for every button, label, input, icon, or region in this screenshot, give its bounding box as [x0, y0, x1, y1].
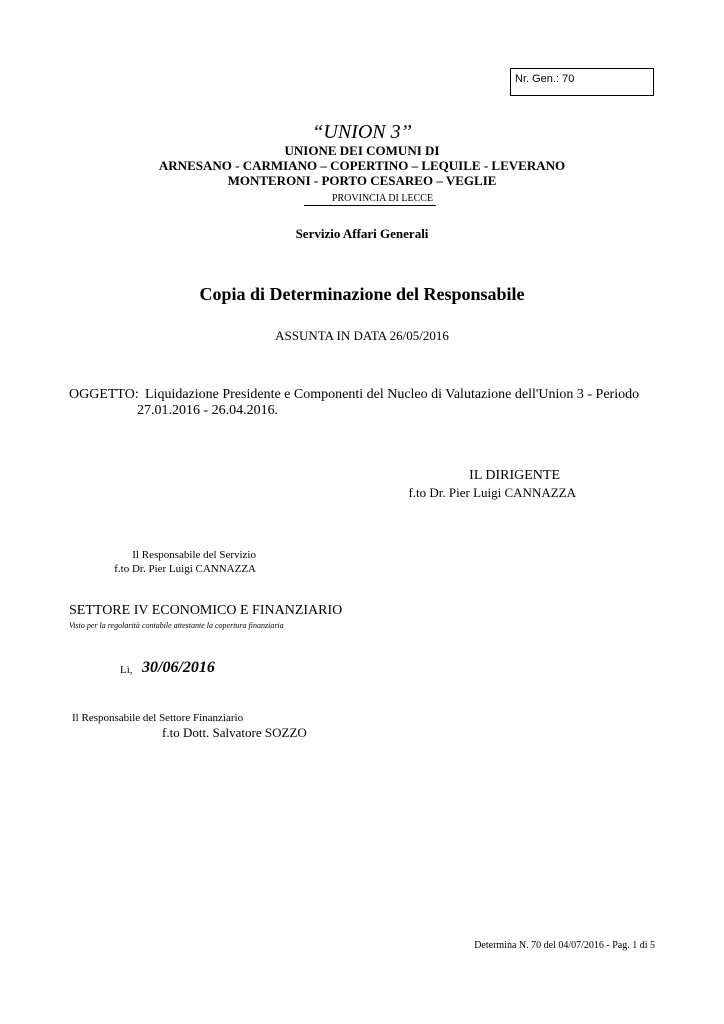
province-label: PROVINCIA DI LECCE [304, 193, 436, 206]
province-line [0, 188, 724, 206]
document-title: Copia di Determinazione del Responsabile [199, 284, 525, 304]
responsabile-finanziario-signature: f.to Dott. Salvatore SOZZO [162, 725, 307, 740]
dirigente-title: IL DIRIGENTE [469, 468, 560, 483]
service-name: Servizio Affari Generali [295, 226, 429, 241]
union-title: “UNION 3’’ [312, 121, 412, 143]
li-label: Lì, [120, 664, 133, 676]
oggetto-label: OGGETTO: [69, 387, 139, 402]
responsabile-finanziario-title: Il Responsabile del Settore Finanziario [72, 712, 244, 724]
nr-gen-label: Nr. Gen.: 70 [515, 73, 575, 85]
page-footer: Determina N. 70 del 04/07/2016 - Pag. 1 di 5 [474, 940, 655, 951]
settore-title: SETTORE IV ECONOMICO E FINANZIARIO [69, 603, 343, 618]
nr-gen-box [510, 68, 654, 96]
union-line-2: ARNESANO - CARMIANO – COPERTINO – LEQUILE - LEVERANO [158, 158, 566, 173]
assunta-date: ASSUNTA IN DATA 26/05/2016 [275, 328, 449, 343]
union-line-1: UNIONE DEI COMUNI DI [284, 143, 440, 158]
responsabile-servizio-signature: f.to Dr. Pier Luigi CANNAZZA [114, 563, 256, 575]
dirigente-signature: f.to Dr. Pier Luigi CANNAZZA [408, 485, 576, 500]
union-line-3: MONTERONI - PORTO CESAREO – VEGLIE [227, 173, 497, 188]
oggetto-text: Liquidazione Presidente e Componenti del Nucleo di Valutazione dell'Union 3 - Periodo 27.01.2016 - 26.04.2016. [137, 387, 640, 418]
visto-note: Visto per la regolarità contabile attestante la copertura finanziaria [69, 621, 284, 630]
li-date: 30/06/2016 [142, 659, 215, 676]
responsabile-servizio-title: Il Responsabile del Servizio [132, 549, 256, 561]
